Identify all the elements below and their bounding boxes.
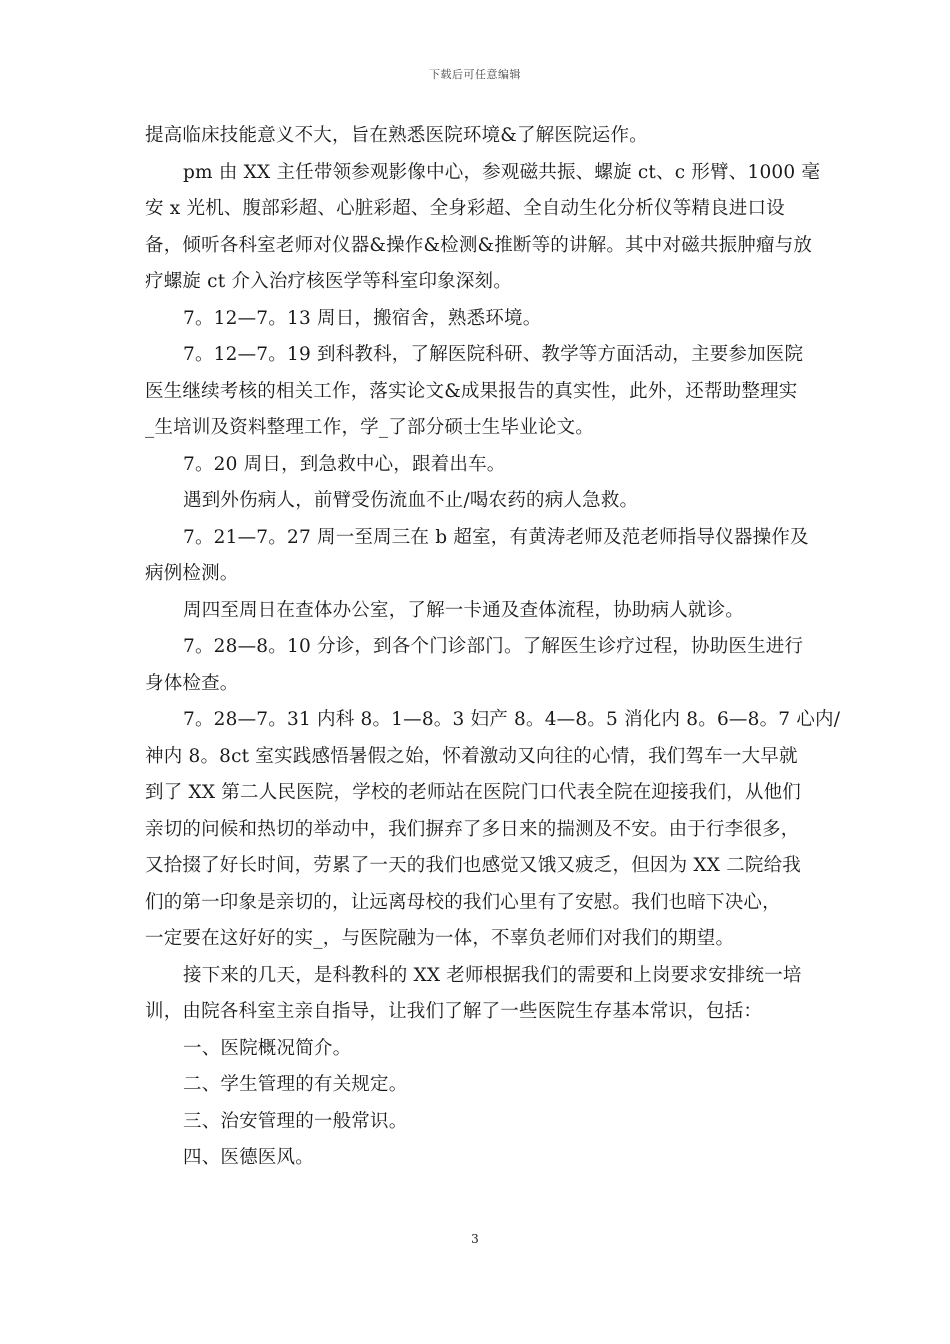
text-line: 们的第一印象是亲切的，让远离母校的我们心里有了安慰。我们也暗下决心， <box>145 891 781 913</box>
text-line: 安 x 光机、腹部彩超、心脏彩超、全身彩超、全自动生化分析仪等精良进口设 <box>145 198 785 219</box>
text-line: 医生继续考核的相关工作，落实论文&成果报告的真实性，此外，还帮助整理实 <box>145 380 798 402</box>
text-line: 神内 8。8ct 室实践感悟暑假之始，怀着激动又向往的心情，我们驾车一大早就 <box>145 745 798 767</box>
text-line: 二、学生管理的有关规定。 <box>183 1074 408 1095</box>
text-line: _生培训及资料整理工作，学_了部分硕士生毕业论文。 <box>145 417 595 438</box>
text-line: 病例检测。 <box>145 563 239 584</box>
text-line: 亲切的问候和热切的举动中，我们摒弃了多日来的揣测及不安。由于行李很多， <box>145 818 800 840</box>
text-line: 一定要在这好好的实_，与医院融为一体，不辜负老师们对我们的期望。 <box>145 928 735 949</box>
text-line: 训，由院各科室主亲自指导，让我们了解了一些医院生存基本常识，包括： <box>145 1001 763 1022</box>
text-line: 7。21—7。27 周一至周三在 b 超室，有黄涛老师及范老师指导仪器操作及 <box>183 526 809 548</box>
text-line: 7。28—7。31 内科 8。1—8。3 妇产 8。4—8。5 消化内 8。6—8。7 心内/ <box>183 709 841 730</box>
text-line: 备，倾听各科室老师对仪器&操作&检测&推断等的讲解。其中对磁共振肿瘤与放 <box>145 234 813 256</box>
body-text <box>145 118 841 1177</box>
text-line: 遇到外伤病人，前臂受伤流血不止/喝农药的病人急救。 <box>183 490 639 511</box>
text-line: 到了 XX 第二人民医院，学校的老师站在医院门口代表全院在迎接我们，从他们 <box>145 782 802 803</box>
text-line: 又拾掇了好长时间，劳累了一天的我们也感觉又饿又疲乏，但因为 XX 二院给我 <box>145 855 802 876</box>
text-line: 提高临床技能意义不大，旨在熟悉医院环境&了解医院运作。 <box>145 125 648 146</box>
text-line: 疗螺旋 ct 介入治疗核医学等科室印象深刻。 <box>145 271 512 292</box>
text-line: 7。12—7。13 周日，搬宿舍，熟悉环境。 <box>183 307 542 329</box>
text-line: 接下来的几天，是科教科的 XX 老师根据我们的需要和上岗要求安排统一培 <box>183 964 802 986</box>
text-line: 7。28—8。10 分诊，到各个门诊部门。了解医生诊疗过程，协助医生进行 <box>183 636 804 657</box>
text-line: 四、医德医风。 <box>183 1147 314 1168</box>
text-line: 一、医院概况简介。 <box>183 1037 352 1059</box>
text-line: pm 由 XX 主任带领参观影像中心，参观磁共振、螺旋 ct、c 形臂、1000 毫 <box>183 161 821 183</box>
page-number: 3 <box>471 1232 479 1246</box>
text-line: 7。12—7。19 到科教科，了解医院科研、教学等方面活动，主要参加医院 <box>183 344 804 365</box>
page-header: 下载后可任意编辑 <box>429 68 521 81</box>
text-line: 周四至周日在查体办公室，了解一卡通及查体流程，协助病人就诊。 <box>183 599 745 621</box>
text-line: 三、治安管理的一般常识。 <box>183 1110 408 1132</box>
text-line: 7。20 周日，到急救中心，跟着出车。 <box>183 453 506 475</box>
text-line: 身体检查。 <box>145 672 239 694</box>
